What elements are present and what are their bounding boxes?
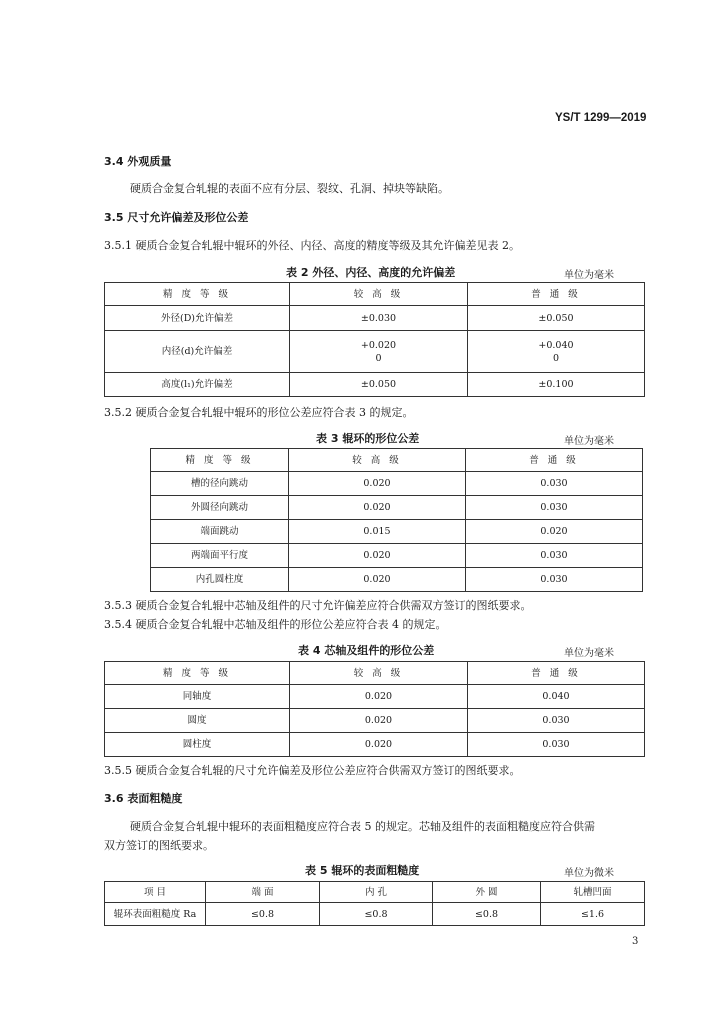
table-4 xyxy=(104,661,645,757)
table-header-row xyxy=(105,882,645,903)
cell-normal: 0.030 xyxy=(468,733,645,757)
row-label: 外径(D)允许偏差 xyxy=(105,306,290,331)
upper-deviation: +0.020 xyxy=(360,339,397,351)
section-3-5-3-text: 3.5.3 硬质合金复合轧辊中芯轴及组件的尺寸允许偏差应符合供需双方签订的图纸要求。 xyxy=(104,599,532,612)
section-3-5-2-text: 3.5.2 硬质合金复合轧辊中辊环的形位公差应符合表 3 的规定。 xyxy=(104,406,414,419)
page-number: 3 xyxy=(632,936,639,947)
header-cell: 较 高 级 xyxy=(290,662,468,685)
cell-high: 0.020 xyxy=(289,496,466,520)
section-3-5-heading: 3.5 尺寸允许偏差及形位公差 xyxy=(104,211,249,224)
row-label: 两端面平行度 xyxy=(151,544,289,568)
table-header-row xyxy=(105,662,645,685)
table-2-caption: 表 2 外径、内径、高度的允许偏差 xyxy=(286,266,456,279)
lower-deviation: 0 xyxy=(375,352,382,364)
header-cell: 外 圆 xyxy=(433,882,541,903)
upper-deviation: +0.040 xyxy=(538,339,574,351)
cell-normal: 0.030 xyxy=(466,568,643,592)
section-3-4-text: 硬质合金复合轧辊的表面不应有分层、裂纹、孔洞、掉块等缺陷。 xyxy=(130,182,449,195)
table-row xyxy=(105,306,645,331)
table-row xyxy=(105,709,645,733)
section-3-6-text-line-2: 双方签订的图纸要求。 xyxy=(104,839,214,852)
cell-groove-concave: ≤1.6 xyxy=(541,903,645,926)
row-label: 同轴度 xyxy=(105,685,290,709)
lower-deviation: 0 xyxy=(552,352,560,364)
standard-number: YS/T 1299—2019 xyxy=(555,112,647,124)
header-cell: 内 孔 xyxy=(320,882,433,903)
cell-normal: 0.020 xyxy=(466,520,643,544)
header-cell: 精 度 等 级 xyxy=(105,283,290,306)
cell-high: 0.020 xyxy=(289,544,466,568)
cell-normal: 0.040 xyxy=(468,685,645,709)
cell-high: 0.020 xyxy=(290,709,468,733)
table-row xyxy=(151,568,643,592)
table-row xyxy=(105,373,645,397)
header-cell: 较 高 级 xyxy=(290,283,468,306)
cell-high: 0.020 xyxy=(290,685,468,709)
cell-high: ±0.050 xyxy=(290,373,468,397)
row-label: 辊环表面粗糙度 Ra xyxy=(105,903,206,926)
cell-normal: 0.030 xyxy=(466,472,643,496)
table-row xyxy=(151,496,643,520)
row-label: 外圆径向跳动 xyxy=(151,496,289,520)
header-cell: 普 通 级 xyxy=(466,449,643,472)
section-3-6-text-line-1: 硬质合金复合轧辊中辊环的表面粗糙度应符合表 5 的规定。芯轴及组件的表面粗糙度应符合供需 xyxy=(130,820,595,833)
header-cell: 项 目 xyxy=(105,882,206,903)
section-3-5-5-text: 3.5.5 硬质合金复合轧辊的尺寸允许偏差及形位公差应符合供需双方签订的图纸要求。 xyxy=(104,764,521,777)
header-cell: 较 高 级 xyxy=(289,449,466,472)
table-3-caption: 表 3 辊环的形位公差 xyxy=(316,432,420,445)
cell-outer-circle: ≤0.8 xyxy=(433,903,541,926)
row-label: 圆柱度 xyxy=(105,733,290,757)
row-label: 圆度 xyxy=(105,709,290,733)
table-row xyxy=(151,544,643,568)
header-cell: 精 度 等 级 xyxy=(105,662,290,685)
cell-normal xyxy=(468,331,645,373)
table-5-caption: 表 5 辊环的表面粗糙度 xyxy=(305,864,420,877)
cell-normal: ±0.100 xyxy=(468,373,645,397)
table-4-caption: 表 4 芯轴及组件的形位公差 xyxy=(298,644,435,657)
table-5 xyxy=(104,881,645,926)
row-label: 高度(l₁)允许偏差 xyxy=(105,373,290,397)
table-2-unit: 单位为毫米 xyxy=(564,270,614,281)
table-3-unit: 单位为毫米 xyxy=(564,436,614,447)
header-cell: 普 通 级 xyxy=(468,283,645,306)
cell-high: ±0.030 xyxy=(290,306,468,331)
cell-high: 0.020 xyxy=(289,472,466,496)
cell-end-face: ≤0.8 xyxy=(206,903,320,926)
section-3-5-4-text: 3.5.4 硬质合金复合轧辊中芯轴及组件的形位公差应符合表 4 的规定。 xyxy=(104,618,447,631)
table-row xyxy=(151,472,643,496)
row-label: 槽的径向跳动 xyxy=(151,472,289,496)
row-label: 端面跳动 xyxy=(151,520,289,544)
table-row xyxy=(105,331,645,373)
header-cell: 端 面 xyxy=(206,882,320,903)
table-header-row xyxy=(151,449,643,472)
header-cell: 轧槽凹面 xyxy=(541,882,645,903)
cell-high xyxy=(290,331,468,373)
cell-high: 0.020 xyxy=(289,568,466,592)
cell-normal: 0.030 xyxy=(466,544,643,568)
cell-normal: 0.030 xyxy=(468,709,645,733)
cell-normal: 0.030 xyxy=(466,496,643,520)
table-3 xyxy=(150,448,643,592)
row-label: 内孔圆柱度 xyxy=(151,568,289,592)
table-4-unit: 单位为毫米 xyxy=(564,648,614,659)
row-label: 内径(d)允许偏差 xyxy=(105,331,290,373)
table-row xyxy=(105,685,645,709)
table-row xyxy=(105,903,645,926)
cell-inner-hole: ≤0.8 xyxy=(320,903,433,926)
table-row xyxy=(105,733,645,757)
table-2 xyxy=(104,282,645,397)
header-cell: 普 通 级 xyxy=(468,662,645,685)
cell-high: 0.020 xyxy=(290,733,468,757)
cell-high: 0.015 xyxy=(289,520,466,544)
section-3-5-1-text: 3.5.1 硬质合金复合轧辊中辊环的外径、内径、高度的精度等级及其允许偏差见表 2。 xyxy=(104,239,520,252)
table-5-unit: 单位为微米 xyxy=(564,868,614,879)
section-3-4-heading: 3.4 外观质量 xyxy=(104,155,172,168)
section-3-6-heading: 3.6 表面粗糙度 xyxy=(104,792,183,805)
cell-normal: ±0.050 xyxy=(468,306,645,331)
table-row xyxy=(151,520,643,544)
header-cell: 精 度 等 级 xyxy=(151,449,289,472)
table-header-row xyxy=(105,283,645,306)
